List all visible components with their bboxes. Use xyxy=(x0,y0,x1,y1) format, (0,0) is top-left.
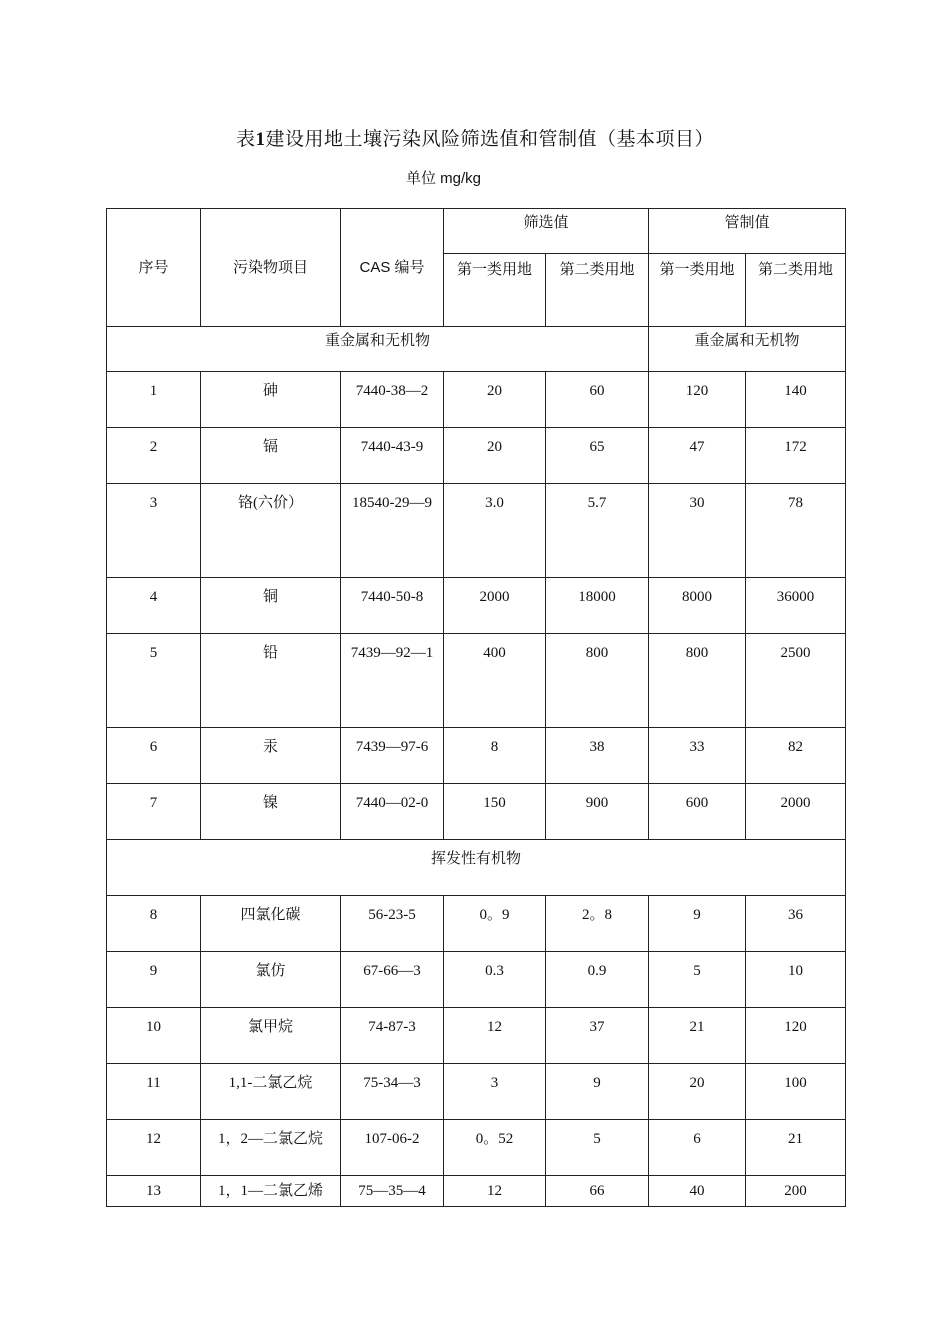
row-control-type2: 82 xyxy=(746,728,846,784)
row-seq: 3 xyxy=(107,484,201,578)
row-screening-type1: 8 xyxy=(444,728,546,784)
row-control-type2: 100 xyxy=(746,1064,846,1120)
row-control-type2: 2500 xyxy=(746,634,846,728)
header-item: 污染物项目 xyxy=(201,209,341,327)
table-title xyxy=(0,124,950,151)
row-item: 镉 xyxy=(201,428,341,484)
row-seq: 12 xyxy=(107,1120,201,1176)
row-control-type2: 36 xyxy=(746,896,846,952)
row-screening-type1: 3.0 xyxy=(444,484,546,578)
row-screening-type2: 2。8 xyxy=(546,896,649,952)
row-screening-type2: 0.9 xyxy=(546,952,649,1008)
row-screening-type1: 3 xyxy=(444,1064,546,1120)
row-screening-type2: 900 xyxy=(546,784,649,840)
row-control-type1: 47 xyxy=(649,428,746,484)
table-row xyxy=(107,728,846,784)
row-item: 氯仿 xyxy=(201,952,341,1008)
header-screening-type2: 第二类用地 xyxy=(546,254,649,327)
row-screening-type2: 18000 xyxy=(546,578,649,634)
row-cas: 7439—92—1 xyxy=(341,634,444,728)
header-screening-type1: 第一类用地 xyxy=(444,254,546,327)
row-cas: 7440—02-0 xyxy=(341,784,444,840)
table-row xyxy=(107,1120,846,1176)
row-cas: 75-34—3 xyxy=(341,1064,444,1120)
row-control-type2: 36000 xyxy=(746,578,846,634)
row-seq: 11 xyxy=(107,1064,201,1120)
section-metals: 重金属和无机物 xyxy=(107,327,649,372)
table-row xyxy=(107,372,846,428)
row-screening-type1: 20 xyxy=(444,428,546,484)
row-item: 1,1-二氯乙烷 xyxy=(201,1064,341,1120)
row-screening-type2: 37 xyxy=(546,1008,649,1064)
row-screening-type2: 800 xyxy=(546,634,649,728)
row-seq: 6 xyxy=(107,728,201,784)
row-control-type1: 21 xyxy=(649,1008,746,1064)
table-row xyxy=(107,896,846,952)
table-row xyxy=(107,578,846,634)
row-cas: 75—35—4 xyxy=(341,1176,444,1207)
header-control-type2: 第二类用地 xyxy=(746,254,846,327)
row-control-type2: 78 xyxy=(746,484,846,578)
row-cas: 7440-50-8 xyxy=(341,578,444,634)
section-voc: 挥发性有机物 xyxy=(107,840,846,896)
table-row xyxy=(107,1176,846,1207)
title-text: 建设用地土壤污染风险筛选值和管制值（基本项目） xyxy=(265,129,715,150)
table-row xyxy=(107,484,846,578)
row-cas: 56-23-5 xyxy=(341,896,444,952)
row-item: 铅 xyxy=(201,634,341,728)
row-screening-type2: 60 xyxy=(546,372,649,428)
header-cas: CAS 编号 xyxy=(341,209,444,327)
row-item: 1，2—二氯乙烷 xyxy=(201,1120,341,1176)
row-seq: 1 xyxy=(107,372,201,428)
row-cas: 67-66—3 xyxy=(341,952,444,1008)
header-screening: 筛选值 xyxy=(444,209,649,254)
row-item: 砷 xyxy=(201,372,341,428)
row-seq: 7 xyxy=(107,784,201,840)
title-number: 1 xyxy=(255,129,266,150)
table-row xyxy=(107,634,846,728)
voc-rows xyxy=(107,896,846,1207)
table-row xyxy=(107,952,846,1008)
row-screening-type1: 0.3 xyxy=(444,952,546,1008)
row-item: 四氯化碳 xyxy=(201,896,341,952)
row-screening-type2: 5.7 xyxy=(546,484,649,578)
row-control-type1: 8000 xyxy=(649,578,746,634)
row-screening-type1: 400 xyxy=(444,634,546,728)
row-cas: 7439—97-6 xyxy=(341,728,444,784)
row-seq: 4 xyxy=(107,578,201,634)
row-item: 镍 xyxy=(201,784,341,840)
row-item: 铬(六价） xyxy=(201,484,341,578)
table-row xyxy=(107,1008,846,1064)
row-control-type2: 120 xyxy=(746,1008,846,1064)
header-seq: 序号 xyxy=(107,209,201,327)
row-screening-type1: 0。9 xyxy=(444,896,546,952)
row-screening-type1: 12 xyxy=(444,1176,546,1207)
row-control-type1: 30 xyxy=(649,484,746,578)
row-seq: 2 xyxy=(107,428,201,484)
row-screening-type2: 9 xyxy=(546,1064,649,1120)
table-row xyxy=(107,1064,846,1120)
row-control-type1: 5 xyxy=(649,952,746,1008)
row-screening-type2: 65 xyxy=(546,428,649,484)
row-screening-type2: 66 xyxy=(546,1176,649,1207)
row-cas: 74-87-3 xyxy=(341,1008,444,1064)
row-screening-type1: 0。52 xyxy=(444,1120,546,1176)
row-control-type2: 21 xyxy=(746,1120,846,1176)
row-cas: 18540-29—9 xyxy=(341,484,444,578)
row-control-type2: 172 xyxy=(746,428,846,484)
row-screening-type1: 12 xyxy=(444,1008,546,1064)
row-seq: 8 xyxy=(107,896,201,952)
row-cas: 107-06-2 xyxy=(341,1120,444,1176)
row-seq: 9 xyxy=(107,952,201,1008)
row-item: 铜 xyxy=(201,578,341,634)
row-screening-type2: 38 xyxy=(546,728,649,784)
row-control-type1: 800 xyxy=(649,634,746,728)
row-control-type1: 20 xyxy=(649,1064,746,1120)
row-control-type2: 140 xyxy=(746,372,846,428)
row-control-type2: 2000 xyxy=(746,784,846,840)
row-item: 1，1—二氯乙烯 xyxy=(201,1176,341,1207)
row-screening-type1: 150 xyxy=(444,784,546,840)
pollutant-table xyxy=(106,208,846,1207)
row-seq: 13 xyxy=(107,1176,201,1207)
header-control-type1: 第一类用地 xyxy=(649,254,746,327)
row-control-type1: 40 xyxy=(649,1176,746,1207)
row-item: 氯甲烷 xyxy=(201,1008,341,1064)
row-screening-type1: 20 xyxy=(444,372,546,428)
row-control-type1: 600 xyxy=(649,784,746,840)
row-control-type2: 10 xyxy=(746,952,846,1008)
row-control-type1: 33 xyxy=(649,728,746,784)
row-seq: 5 xyxy=(107,634,201,728)
row-control-type2: 200 xyxy=(746,1176,846,1207)
row-item: 汞 xyxy=(201,728,341,784)
header-control: 管制值 xyxy=(649,209,846,254)
row-control-type1: 6 xyxy=(649,1120,746,1176)
table-row xyxy=(107,784,846,840)
title-prefix: 表 xyxy=(235,129,256,150)
row-cas: 7440-38—2 xyxy=(341,372,444,428)
row-control-type1: 120 xyxy=(649,372,746,428)
table-row xyxy=(107,428,846,484)
section-metals-control: 重金属和无机物 xyxy=(649,327,846,372)
row-cas: 7440-43-9 xyxy=(341,428,444,484)
unit-label: 单位 mg/kg xyxy=(406,170,482,187)
row-screening-type2: 5 xyxy=(546,1120,649,1176)
metals-rows xyxy=(107,372,846,840)
row-control-type1: 9 xyxy=(649,896,746,952)
row-seq: 10 xyxy=(107,1008,201,1064)
row-screening-type1: 2000 xyxy=(444,578,546,634)
